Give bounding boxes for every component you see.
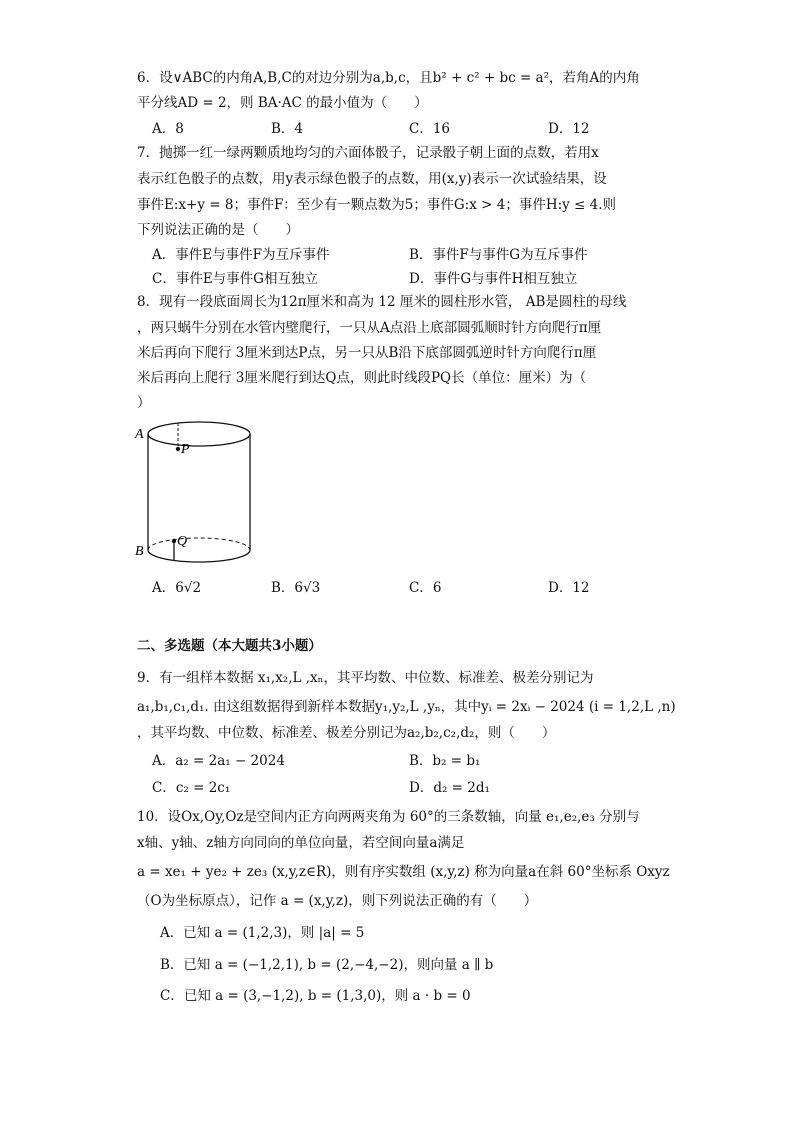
top-ellipse — [148, 422, 250, 446]
q9-option-a: A．a₂ = 2a₁ − 2024 — [152, 753, 285, 769]
q9-line-2: a₁,b₁,c₁,d₁. 由这组数据得到新样本数据y₁,y₂,L ,yₙ，其中yᵢ = 2xᵢ − 2024 (i = 1,2,L ,n) — [137, 699, 676, 715]
q6-option-c: C．16 — [409, 121, 451, 137]
q8-option-d: D．12 — [548, 580, 590, 596]
q10-line-3: a = xe₁ + ye₂ + ze₃ (x,y,z∈R)，则有序实数组 (x,y,z) 称为向量a在斜 60°坐标系 Oxyz — [137, 864, 670, 880]
label-q: Q — [177, 534, 188, 549]
q7-line-4: 下列说法正确的是（ ） — [137, 222, 299, 238]
label-a: A — [135, 427, 144, 442]
q6-option-d: D．12 — [548, 121, 590, 137]
q9-option-b: B．b₂ = b₁ — [409, 753, 481, 769]
q9-option-d: D．d₂ = 2d₁ — [409, 780, 490, 796]
q6-line-1: 6．设∨ABC的内角A,B,C的对边分别为a,b,c，且b² + c² + bc = a²，若角A的内角 — [137, 70, 640, 86]
q10-line-4: （O为坐标原点），记作 a = (x,y,z)，则下列说法正确的有（ ） — [137, 893, 538, 909]
q6-line-2: 平分线AD = 2，则 BA·AC 的最小值为（ ） — [137, 95, 428, 111]
q8-option-c: C．6 — [409, 580, 442, 596]
q10-option-a: A．已知 a = (1,2,3)，则 |a| = 5 — [160, 925, 365, 941]
q8-line-4: 米后再向上爬行 3厘米爬行到达Q点，则此时线段PQ长（单位：厘米）为（ — [137, 370, 587, 386]
q10-option-c: C．已知 a = (3,−1,2), b = (1,3,0)，则 a · b = 0 — [160, 988, 471, 1004]
label-p: P — [181, 442, 190, 457]
q7-line-3: 事件E:x+y = 8；事件F：至少有一颗点数为5；事件G:x > 4；事件H:y ≤ 4.则 — [137, 197, 617, 213]
q7-option-a: A．事件E与事件F为互斥事件 — [152, 247, 330, 263]
q8-option-b: B．6√3 — [271, 580, 321, 596]
point-q — [172, 539, 176, 543]
q10-option-b: B．已知 a = (−1,2,1), b = (2,−4,−2)，则向量 a ∥ b — [160, 957, 494, 973]
q7-line-1: 7．抛掷一红一绿两颗质地均匀的六面体骰子，记录骰子朝上面的点数，若用x — [137, 145, 599, 161]
q7-option-d: D．事件G与事件H相互独立 — [409, 271, 578, 287]
q8-line-3: 米后再向下爬行 3厘米到达P点，另一只从B沿下底部圆弧逆时针方向爬行π厘 — [137, 345, 597, 361]
q10-line-2: x轴、y轴、z轴方向同向的单位向量，若空间向量a满足 — [137, 835, 465, 851]
point-p — [176, 447, 180, 451]
q9-line-3: ，其平均数、中位数、标准差、极差分别记为a₂,b₂,c₂,d₂，则（ ） — [137, 725, 556, 741]
q8-line-2: ，两只蜗牛分别在水管内壁爬行，一只从A点沿上底部圆弧顺时针方向爬行π厘 — [137, 320, 602, 336]
q10-line-1: 10．设Ox,Oy,Oz是空间内正方向两两夹角为 60°的三条数轴，向量 e₁,e₂,e₃ 分别与 — [137, 809, 640, 825]
section-heading: 二、多选题（本大题共3小题） — [137, 638, 322, 654]
q9-option-c: C．c₂ = 2c₁ — [152, 780, 231, 796]
q6-option-a: A．8 — [152, 121, 184, 137]
q7-option-b: B．事件F与事件G为互斥事件 — [409, 247, 588, 263]
q8-option-a: A．6√2 — [152, 580, 202, 596]
label-b: B — [135, 544, 144, 559]
q6-option-b: B．4 — [271, 121, 304, 137]
q8-line-1: 8．现有一段底面周长为12π厘米和高为 12 厘米的圆柱形水管， AB是圆柱的母线 — [137, 294, 627, 310]
bottom-ellipse-front — [148, 550, 250, 562]
q9-line-1: 9．有一组样本数据 x₁,x₂,L ,xₙ，其平均数、中位数、标准差、极差分别记为 — [137, 670, 594, 686]
cylinder-figure — [128, 420, 258, 570]
q8-line-5: ） — [137, 395, 151, 411]
q7-line-2: 表示红色骰子的点数，用y表示绿色骰子的点数，用(x,y)表示一次试验结果，设 — [137, 171, 607, 187]
q7-option-c: C．事件E与事件G相互独立 — [152, 271, 318, 287]
bottom-ellipse-back — [148, 538, 250, 550]
